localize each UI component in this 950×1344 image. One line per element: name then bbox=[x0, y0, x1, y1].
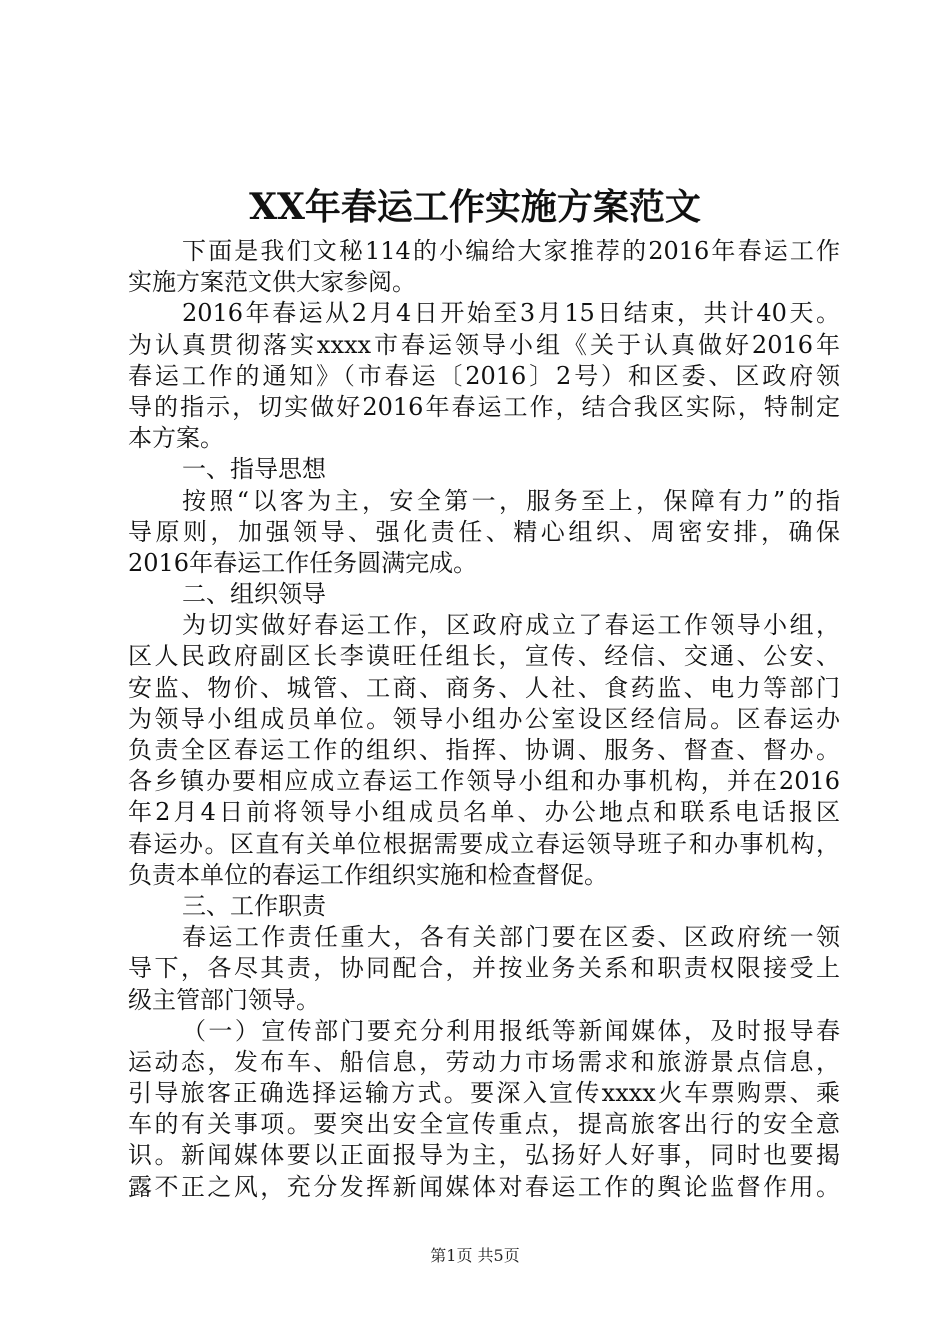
text-line: 为领导小组成员单位。领导小组办公室设区经信局。区春运办 bbox=[128, 704, 840, 733]
text-line: 区人民政府副区长李谟旺任组长，宣传、经信、交通、公安、 bbox=[128, 642, 840, 671]
text-line: 各乡镇办要相应成立春运工作领导小组和办事机构，并在2016 bbox=[128, 767, 840, 796]
text-line: 春运工作的通知》（市春运〔2016〕2号）和区委、区政府领 bbox=[128, 361, 840, 390]
text-line: 下面是我们文秘114的小编给大家推荐的2016年春运工作 bbox=[182, 237, 840, 265]
text-line: 春运办。区直有关单位根据需要成立春运领导班子和办事机构， bbox=[128, 829, 840, 858]
text-line: 春运工作责任重大，各有关部门要在区委、区政府统一领 bbox=[182, 923, 840, 952]
text-line: 三、工作职责 bbox=[182, 891, 326, 920]
text-line: 级主管部门领导。 bbox=[128, 985, 320, 1014]
text-line: 二、组织领导 bbox=[182, 580, 326, 609]
text-line: 引导旅客正确选择运输方式。要深入宣传xxxx火车票购票、乘 bbox=[128, 1079, 840, 1108]
text-line: 识。新闻媒体要以正面报导为主，弘扬好人好事，同时也要揭 bbox=[128, 1141, 840, 1170]
text-line: 负责本单位的春运工作组织实施和检查督促。 bbox=[128, 860, 608, 889]
text-line: 本方案。 bbox=[128, 424, 224, 453]
text-line: 安监、物价、城管、工商、商务、人社、食药监、电力等部门 bbox=[128, 673, 840, 702]
text-line: 运动态，发布车、船信息，劳动力市场需求和旅游景点信息， bbox=[128, 1047, 840, 1076]
document-body bbox=[128, 236, 840, 1203]
text-line: 按照“以客为主，安全第一，服务至上，保障有力”的指 bbox=[182, 486, 840, 515]
text-line: 实施方案范文供大家参阅。 bbox=[128, 268, 416, 297]
text-line: 2016年春运工作任务圆满完成。 bbox=[128, 548, 478, 577]
text-line: 导的指示，切实做好2016年春运工作，结合我区实际，特制定 bbox=[128, 392, 840, 421]
document-title: XX年春运工作实施方案范文 bbox=[249, 186, 701, 228]
text-line: 导原则，加强领导、强化责任、精心组织、周密安排，确保 bbox=[128, 517, 840, 546]
text-line: 2016年春运从2月4日开始至3月15日结束，共计40天。 bbox=[182, 299, 840, 328]
text-line: （一）宣传部门要充分利用报纸等新闻媒体，及时报导春 bbox=[182, 1016, 840, 1045]
text-line: 一、指导思想 bbox=[182, 455, 326, 484]
text-line: 为切实做好春运工作，区政府成立了春运工作领导小组， bbox=[182, 611, 840, 640]
text-line: 车的有关事项。要突出安全宣传重点，提高旅客出行的安全意 bbox=[128, 1110, 840, 1139]
text-line: 导下，各尽其责，协同配合，并按业务关系和职责权限接受上 bbox=[128, 954, 840, 983]
text-line: 为认真贯彻落实xxxx市春运领导小组《关于认真做好2016年 bbox=[128, 330, 840, 359]
text-line: 露不正之风，充分发挥新闻媒体对春运工作的舆论监督作用。 bbox=[128, 1172, 840, 1201]
text-line: 年2月4日前将领导小组成员名单、办公地点和联系电话报区 bbox=[128, 798, 840, 827]
page-footer: 第1页 共5页 bbox=[430, 1246, 520, 1265]
text-line: 负责全区春运工作的组织、指挥、协调、服务、督查、督办。 bbox=[128, 736, 840, 764]
